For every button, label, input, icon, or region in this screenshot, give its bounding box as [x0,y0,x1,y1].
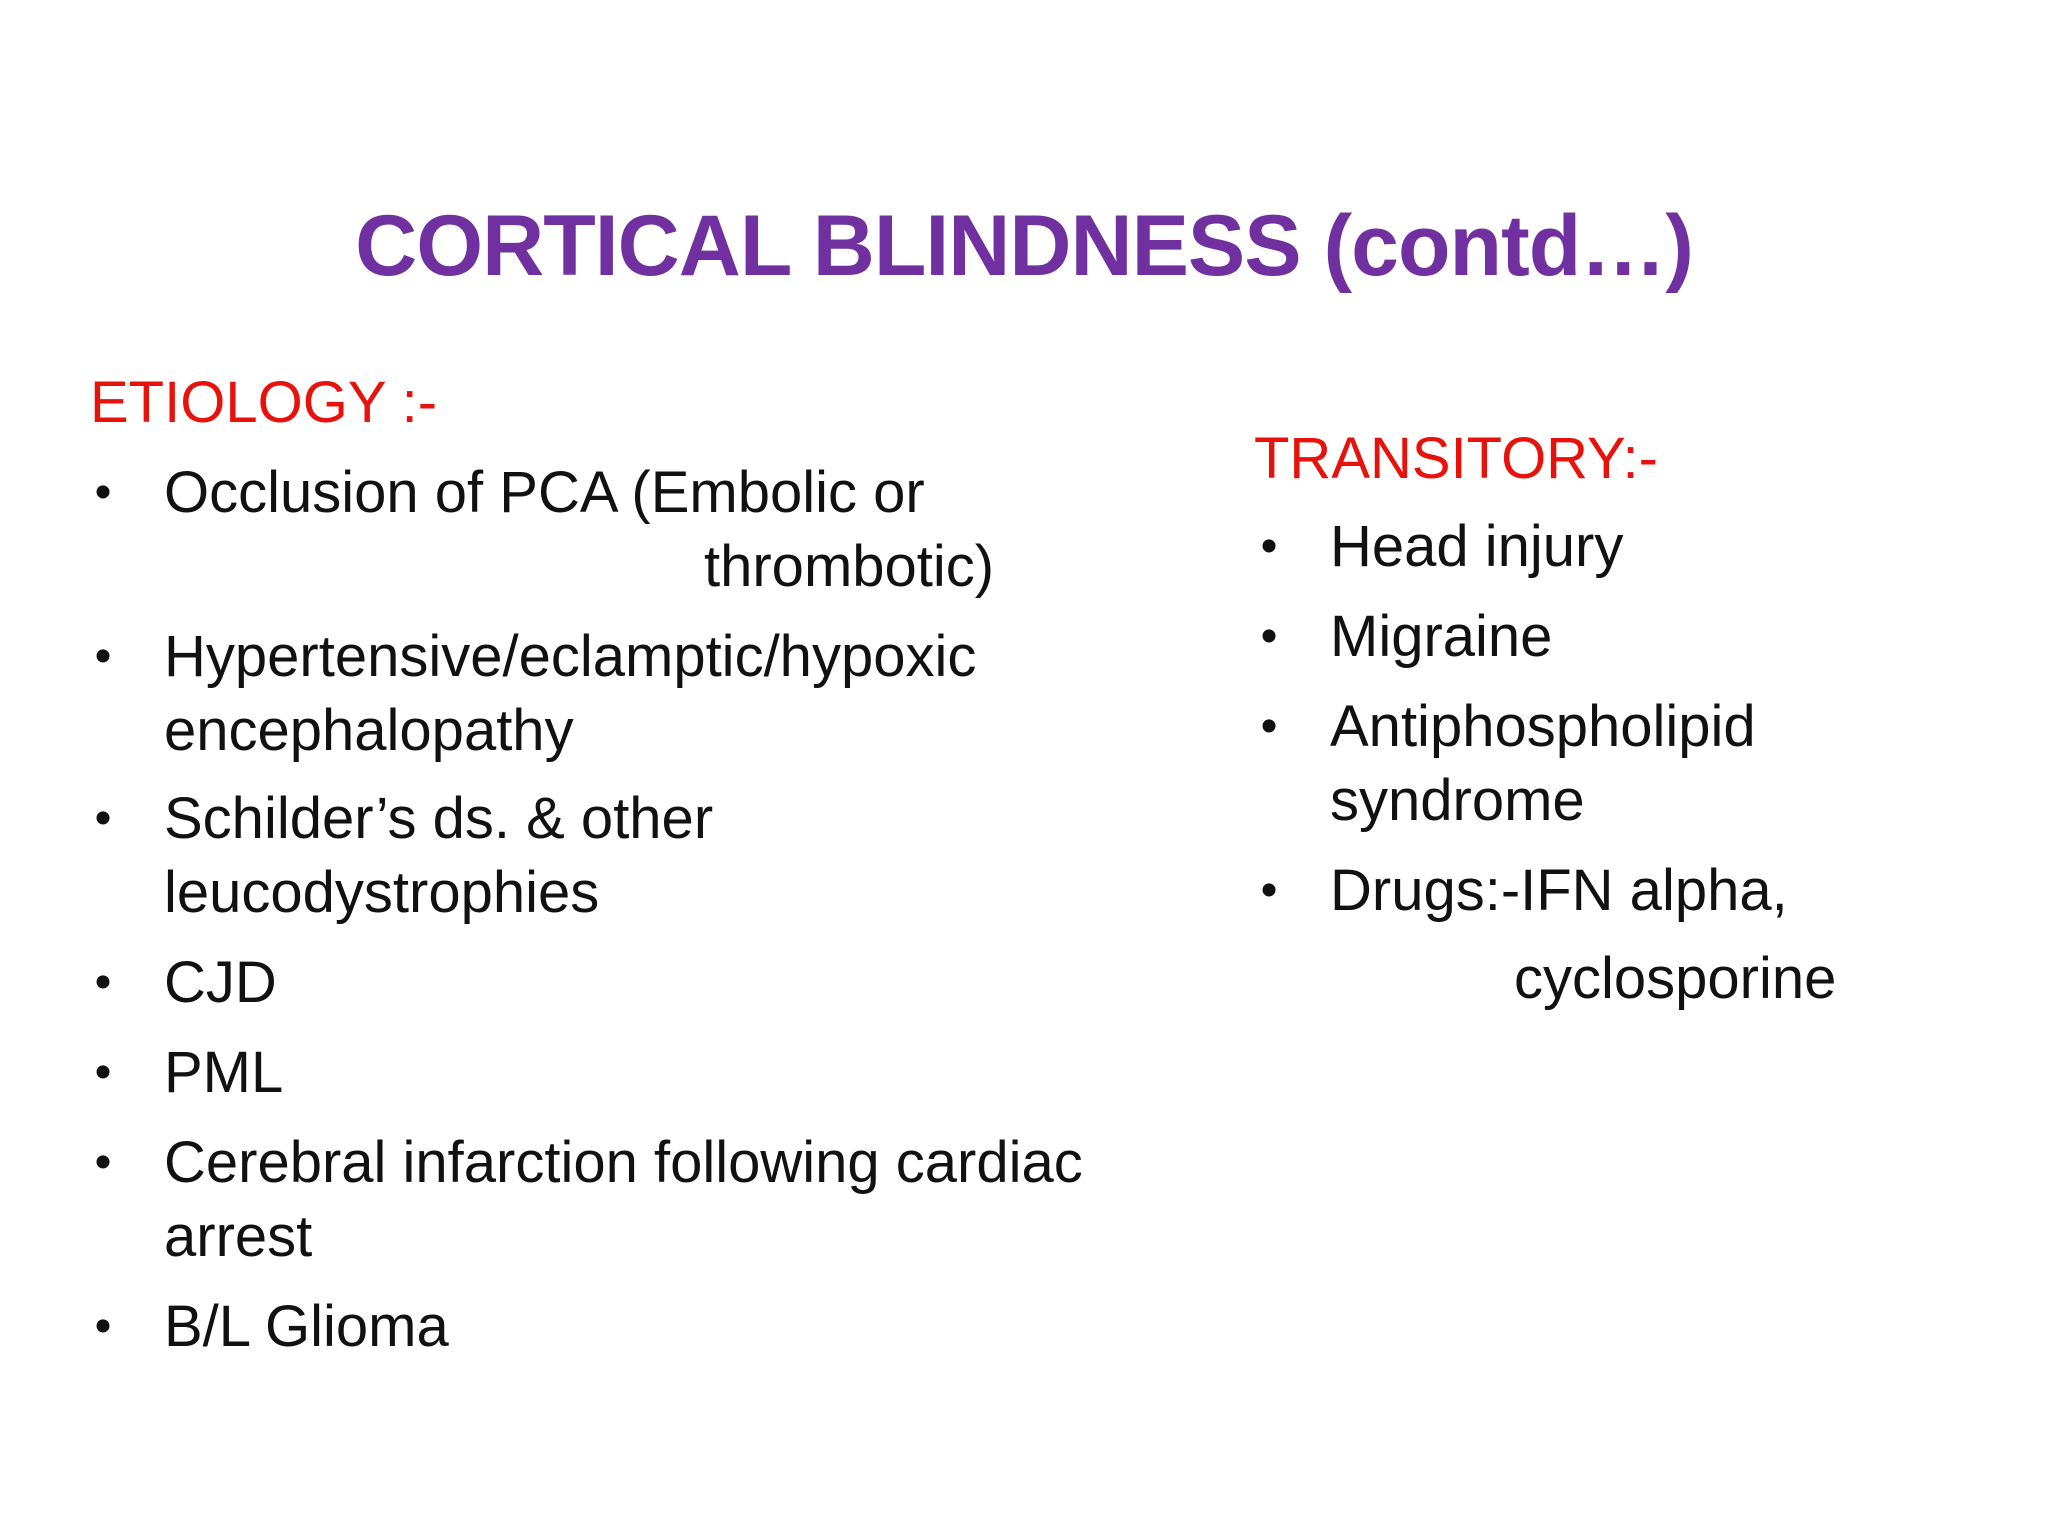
list-item-line: Hypertensive/eclamptic/hypoxic [164,624,977,689]
list-item-line: arrest [164,1204,313,1269]
bullet-icon: • [94,466,112,519]
list-item-line: leucodystrophies [164,860,600,925]
list-item-line: syndrome [1330,768,1585,833]
list-item [88,1126,1228,1274]
bullet-icon: • [1260,700,1278,753]
list-item [1254,854,2014,1016]
list-item-line: thrombotic) [704,534,995,599]
etiology-list [88,456,1228,1364]
etiology-heading: ETIOLOGY :- [90,370,438,435]
bullet-icon: • [94,1300,112,1353]
bullet-icon: • [1260,610,1278,663]
list-item [88,782,1228,930]
list-item [88,1290,1228,1364]
list-item [1254,510,2014,584]
list-item-line: cyclosporine [1514,946,1837,1011]
list-item-line: B/L Glioma [164,1294,449,1359]
slide-title: CORTICAL BLINDNESS (contd…) [355,198,1693,294]
list-item-line: Drugs:-IFN alpha, [1330,858,1788,923]
list-item-line: Head injury [1330,514,1624,579]
transitory-heading: TRANSITORY:- [1254,426,1658,491]
list-item [1254,690,2014,838]
list-item [88,456,1228,604]
list-item-line: Migraine [1330,604,1553,669]
bullet-icon: • [94,792,112,845]
list-item-line: encephalopathy [164,698,574,763]
list-item-line: CJD [164,950,277,1015]
bullet-icon: • [1260,520,1278,573]
list-item [88,620,1228,768]
bullet-icon: • [94,1136,112,1189]
list-item-line: PML [164,1040,284,1105]
bullet-icon: • [94,630,112,683]
transitory-list [1254,510,2014,1016]
list-item-line: Antiphospholipid [1330,694,1756,759]
list-item [88,1036,1228,1110]
bullet-icon: • [1260,864,1278,917]
list-item-line: Occlusion of PCA (Embolic or [164,460,925,525]
list-item [1254,600,2014,674]
bullet-icon: • [94,1046,112,1099]
list-item-line: Schilder’s ds. & other [164,786,714,851]
list-item-line: Cerebral infarction following cardiac [164,1130,1083,1195]
list-item [88,946,1228,1020]
bullet-icon: • [94,956,112,1009]
